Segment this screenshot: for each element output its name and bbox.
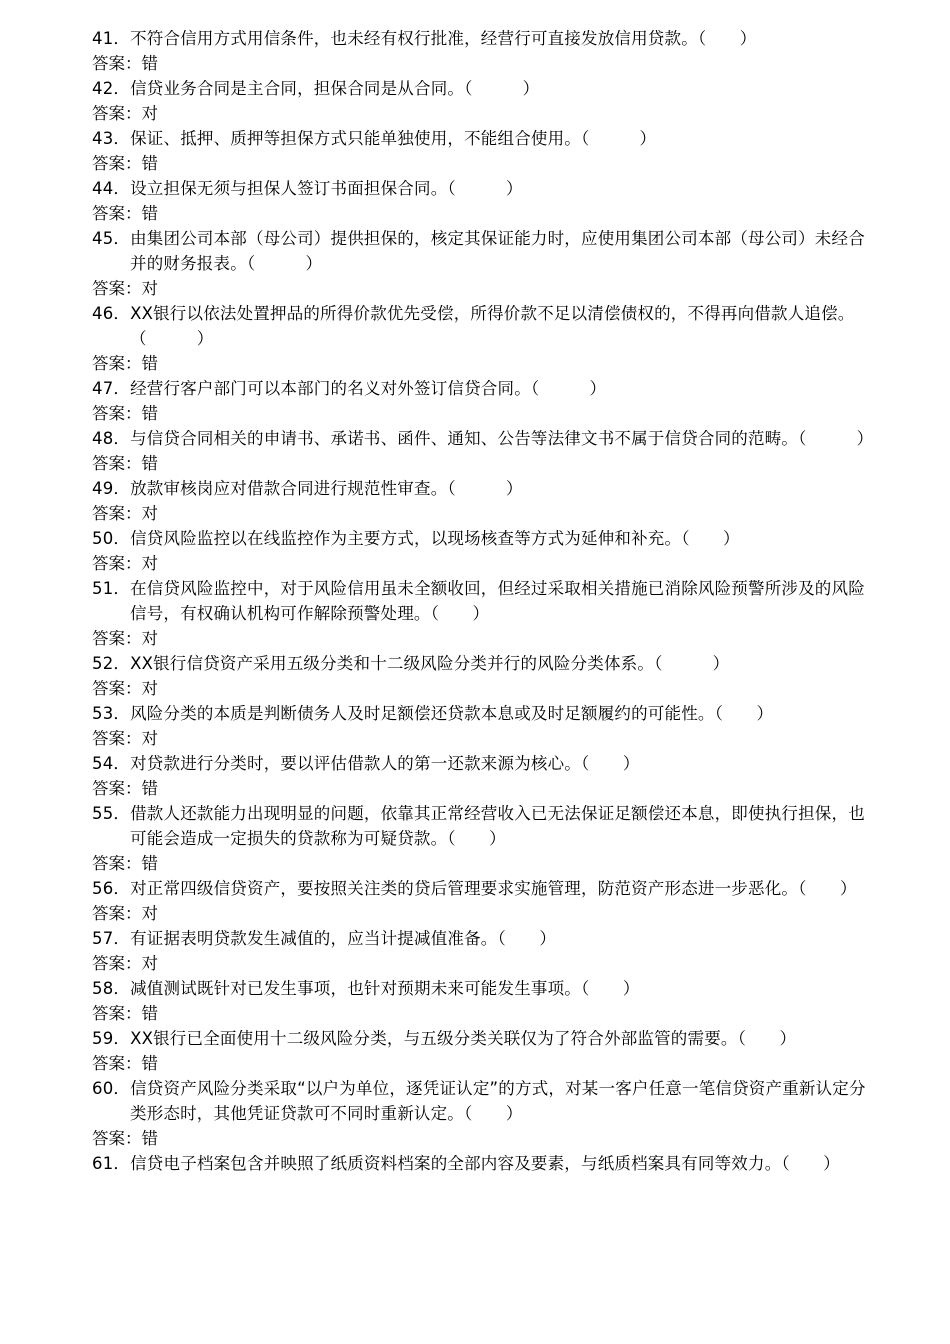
question-text: 53．风险分类的本质是判断债务人及时足额偿还贷款本息或及时足额履约的可能性。（ ） [92,704,774,723]
answer-text: 答案：对 [92,279,158,298]
answer-text: 答案：对 [92,629,158,648]
question-text: 58．减值测试既针对已发生事项，也针对预期未来可能发生事项。（ ） [92,979,640,998]
question-item [92,576,870,651]
question-text: 55．借款人还款能力出现明显的问题，依靠其正常经营收入已无法保证足额偿还本息，即使执行担保，也可能会造成一定损失的贷款称为可疑贷款。（ ） [92,804,865,848]
question-item [92,476,870,526]
answer-text: 答案：对 [92,904,158,923]
answer-text: 答案：错 [92,154,158,173]
question-text: 47．经营行客户部门可以本部门的名义对外签订信贷合同。（ ） [92,379,607,398]
question-text: 51．在信贷风险监控中，对于风险信用虽未全额收回，但经过采取相关措施已消除风险预警所涉及的风险信号，有权确认机构可作解除预警处理。（ ） [92,579,865,623]
question-text: 45．由集团公司本部（母公司）提供担保的，核定其保证能力时，应使用集团公司本部（母公司）未经合并的财务报表。（ ） [92,229,865,273]
answer-text: 答案：错 [92,1129,158,1148]
question-text: 41．不符合信用方式用信条件，也未经有权行批准，经营行可直接发放信用贷款。（ ） [92,29,757,48]
question-item [92,1076,870,1151]
question-item [92,976,870,1026]
question-text: 61．信贷电子档案包含并映照了纸质资料档案的全部内容及要素，与纸质档案具有同等效力。（ ） [92,1154,840,1173]
question-item [92,226,870,301]
question-item [92,751,870,801]
question-text: 44．设立担保无须与担保人签订书面担保合同。（ ） [92,179,523,198]
question-item [92,651,870,701]
answer-text: 答案：错 [92,54,158,73]
answer-text: 答案：错 [92,779,158,798]
question-item [92,426,874,476]
question-text: 43．保证、抵押、质押等担保方式只能单独使用，不能组合使用。（ ） [92,129,657,148]
question-text: 57．有证据表明贷款发生减值的，应当计提减值准备。（ ） [92,929,557,948]
answer-text: 答案：错 [92,404,158,423]
question-item [92,76,870,126]
document-page [92,26,874,1176]
answer-text: 答案：错 [92,1004,158,1023]
question-text: 49．放款审核岗应对借款合同进行规范性审查。（ ） [92,479,523,498]
question-item [92,301,870,376]
question-text: 50．信贷风险监控以在线监控作为主要方式，以现场核查等方式为延伸和补充。（ ） [92,529,740,548]
question-text: 56．对正常四级信贷资产，要按照关注类的贷后管理要求实施管理，防范资产形态进一步恶化。（ ） [92,879,857,898]
question-item [92,26,870,76]
question-item [92,1151,870,1176]
question-item [92,376,870,426]
answer-text: 答案：错 [92,204,158,223]
question-text: 60．信贷资产风险分类采取“以户为单位，逐凭证认定”的方式，对某一客户任意一笔信贷资产重新认定分类形态时，其他凭证贷款可不同时重新认定。（ ） [92,1079,866,1123]
answer-text: 答案：对 [92,104,158,123]
answer-text: 答案：错 [92,454,158,473]
answer-text: 答案：错 [92,1054,158,1073]
answer-text: 答案：对 [92,679,158,698]
question-item [92,926,870,976]
answer-text: 答案：对 [92,504,158,523]
answer-text: 答案：对 [92,729,158,748]
question-item [92,1026,870,1076]
question-item [92,876,870,926]
question-text: 59．XX银行已全面使用十二级风险分类，与五级分类关联仅为了符合外部监管的需要。（ ） [92,1029,797,1048]
answer-text: 答案：错 [92,854,158,873]
question-text: 42．信贷业务合同是主合同，担保合同是从合同。（ ） [92,79,540,98]
answer-text: 答案：对 [92,554,158,573]
question-item [92,176,870,226]
question-text: 46．XX银行以依法处置押品的所得价款优先受偿，所得价款不足以清偿债权的，不得再向借款人追偿。（ ） [92,304,855,348]
answer-text: 答案：对 [92,954,158,973]
answer-text: 答案：错 [92,354,158,373]
question-item [92,701,870,751]
question-item [92,126,870,176]
question-text: 48．与信贷合同相关的申请书、承诺书、函件、通知、公告等法律文书不属于信贷合同的范畴。（ ） [92,429,874,448]
question-text: 54．对贷款进行分类时，要以评估借款人的第一还款来源为核心。（ ） [92,754,640,773]
question-item [92,526,870,576]
question-text: 52．XX银行信贷资产采用五级分类和十二级风险分类并行的风险分类体系。（ ） [92,654,730,673]
question-item [92,801,870,876]
